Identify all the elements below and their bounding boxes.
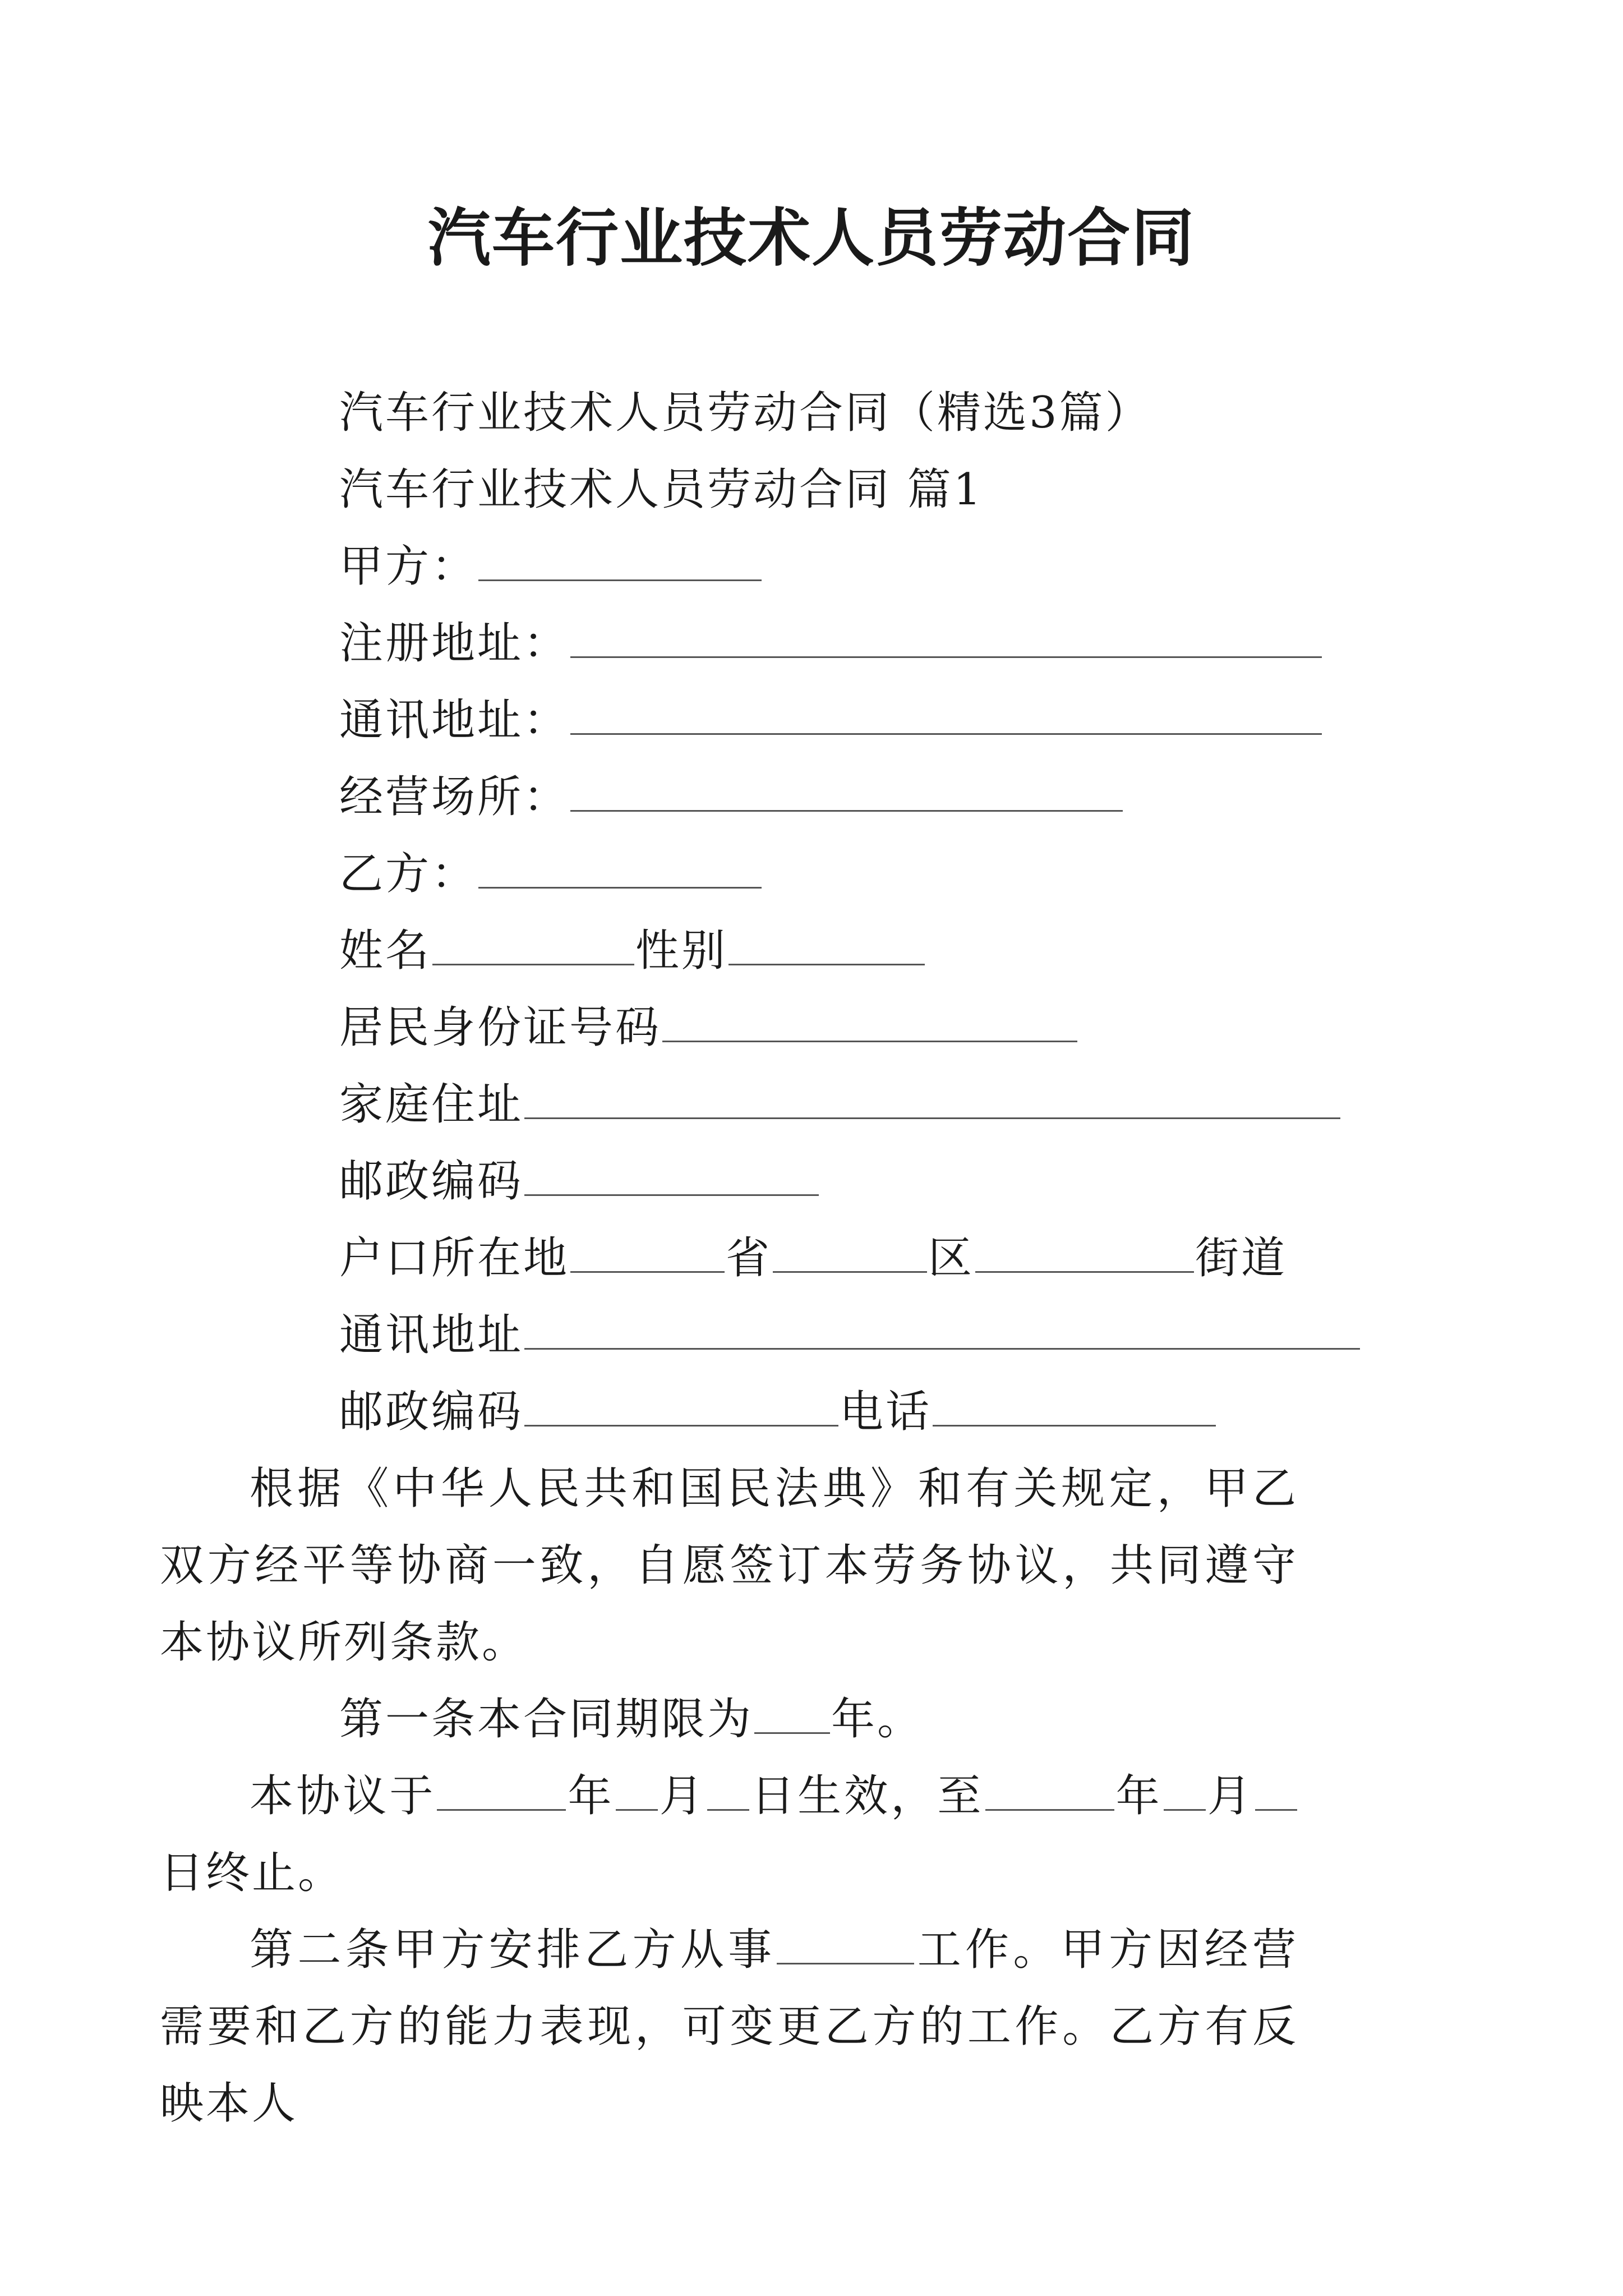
household-district-blank[interactable] <box>975 1237 1194 1273</box>
id-number-blank[interactable] <box>662 1007 1077 1042</box>
name-label: 姓名 <box>339 926 432 976</box>
party-b-blank[interactable] <box>478 853 762 889</box>
article-1-line <box>250 1681 1388 1758</box>
subtitle: 汽车行业技术人员劳动合同（精选3篇） <box>339 388 1151 438</box>
correspondence-address-b-label: 通讯地址 <box>339 1310 524 1360</box>
effective-prefix: 本协议于 <box>250 1771 436 1821</box>
article-1-prefix: 第一条本合同期限为 <box>339 1694 754 1745</box>
province-label: 省 <box>726 1233 772 1283</box>
business-premises-line <box>250 759 1388 836</box>
year-label-2: 年 <box>1115 1771 1163 1821</box>
correspondence-address-b-line <box>250 1297 1388 1374</box>
business-premises-blank[interactable] <box>570 776 1123 812</box>
month-label-2: 月 <box>1206 1771 1254 1821</box>
start-day-blank[interactable] <box>707 1775 749 1811</box>
effective-period-paragraph <box>160 1758 1298 1912</box>
home-address-line <box>250 1066 1388 1143</box>
paragraph-legal-basis: 根据《中华人民共和国民法典》和有关规定，甲乙双方经平等协商一致，自愿签订本劳务协议，共同遵守本协议所列条款。 <box>160 1464 1298 1668</box>
gender-blank[interactable] <box>728 930 925 965</box>
end-year-blank[interactable] <box>985 1775 1114 1811</box>
day-end-label: 日终止。 <box>160 1848 344 1898</box>
name-gender-line <box>250 913 1388 990</box>
correspondence-address-blank[interactable] <box>570 700 1322 735</box>
day-effective-label: 日生效，至 <box>750 1771 984 1821</box>
home-address-blank[interactable] <box>524 1084 1340 1119</box>
end-month-blank[interactable] <box>1164 1775 1206 1811</box>
district-label: 区 <box>928 1233 975 1283</box>
household-province-blank[interactable] <box>773 1237 927 1273</box>
home-address-label: 家庭住址 <box>339 1079 524 1130</box>
party-a-blank[interactable] <box>478 546 762 581</box>
postal-code-label: 邮政编码 <box>339 1156 524 1207</box>
postal-code-line <box>250 1143 1388 1220</box>
party-a-label: 甲方： <box>339 541 478 592</box>
id-number-label: 居民身份证号码 <box>339 1002 662 1053</box>
correspondence-address-b-blank[interactable] <box>524 1314 1360 1350</box>
article-2-suffix: 工作。甲方因经营需要和乙方的能力表现，可变更乙方的工作。乙方有反映本人 <box>160 1925 1298 2129</box>
name-blank[interactable] <box>432 930 634 965</box>
section-heading: 汽车行业技术人员劳动合同 篇1 <box>339 464 984 515</box>
correspondence-address-label: 通讯地址： <box>339 695 570 746</box>
postal-code-b-blank[interactable] <box>524 1391 838 1427</box>
household-city-blank[interactable] <box>570 1237 725 1273</box>
gender-label: 性别 <box>635 926 728 976</box>
party-b-label: 乙方： <box>339 849 478 899</box>
phone-label: 电话 <box>840 1387 932 1437</box>
business-premises-label: 经营场所： <box>339 772 570 822</box>
month-label-1: 月 <box>658 1771 706 1821</box>
party-a-line <box>250 528 1388 605</box>
document-body <box>160 375 1388 2142</box>
correspondence-address-line <box>250 682 1388 759</box>
phone-blank[interactable] <box>933 1391 1216 1427</box>
household-label: 户口所在地 <box>339 1233 570 1283</box>
id-number-line <box>250 990 1388 1066</box>
party-b-line <box>250 836 1388 913</box>
article-2-paragraph <box>160 1912 1298 2142</box>
end-day-blank[interactable] <box>1255 1775 1297 1811</box>
job-position-blank[interactable] <box>777 1929 914 1964</box>
section-heading-line <box>250 452 1388 528</box>
document-title: 汽车行业技术人员劳动合同 <box>428 201 1195 275</box>
start-month-blank[interactable] <box>616 1775 658 1811</box>
postal-code-b-label: 邮政编码 <box>339 1387 524 1437</box>
subtitle-line <box>250 375 1388 452</box>
postal-code-blank[interactable] <box>524 1161 819 1196</box>
registered-address-label: 注册地址： <box>339 618 570 669</box>
household-line <box>250 1220 1388 1297</box>
postal-phone-line <box>250 1374 1388 1451</box>
year-label-1: 年 <box>567 1771 615 1821</box>
registered-address-blank[interactable] <box>570 623 1322 658</box>
article-1-suffix: 年。 <box>831 1694 924 1745</box>
registered-address-line <box>250 605 1388 682</box>
start-year-blank[interactable] <box>437 1775 566 1811</box>
street-label: 街道 <box>1195 1233 1288 1283</box>
term-years-blank[interactable] <box>754 1699 830 1734</box>
article-2-prefix: 第二条甲方安排乙方从事 <box>250 1925 776 1975</box>
